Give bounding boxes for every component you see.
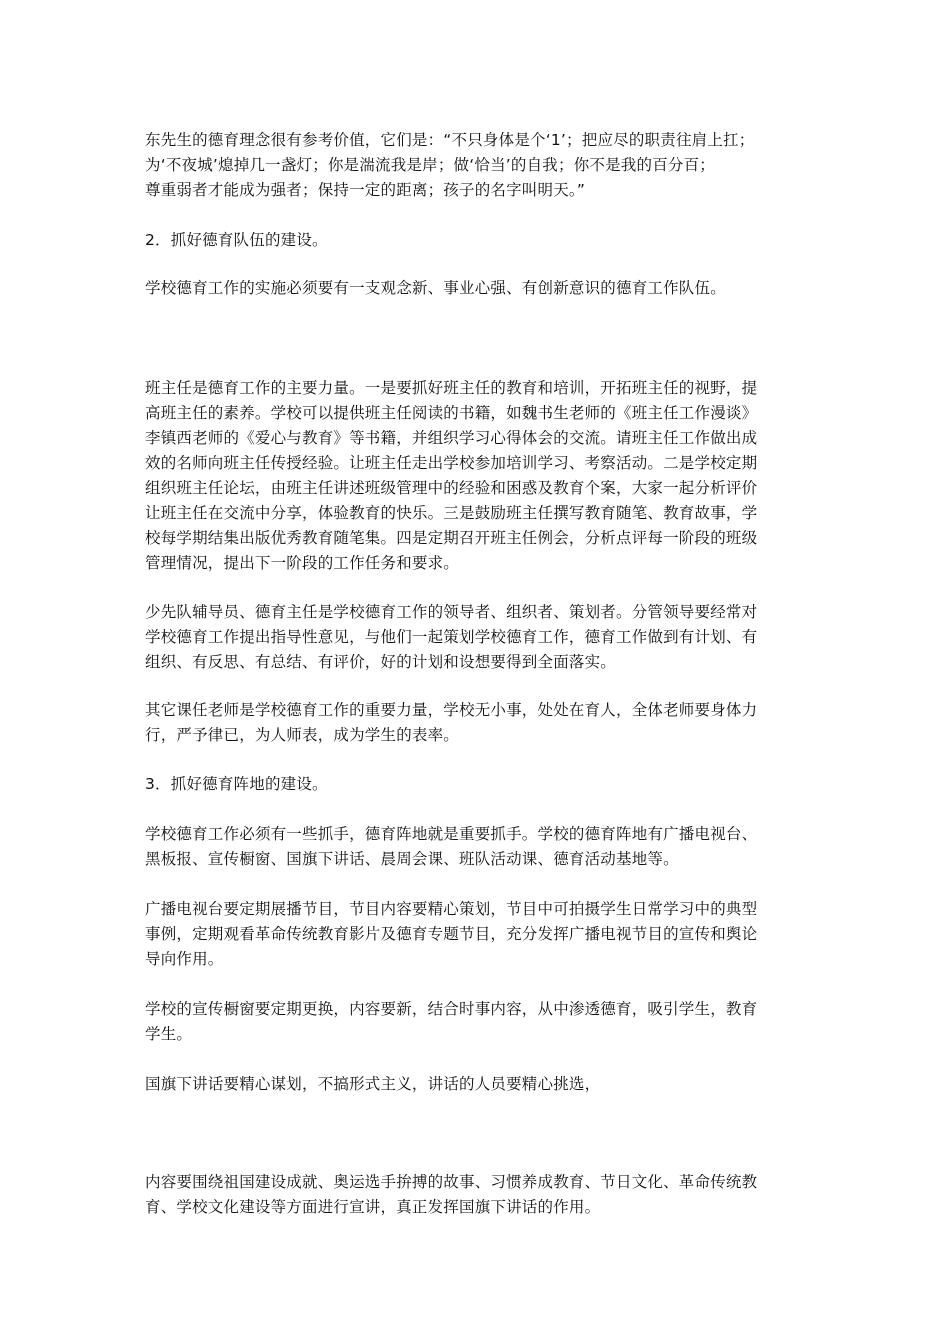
paragraph-class-teacher: 班主任是德育工作的主要力量。一是要抓好班主任的教育和培训，开拓班主任的视野，提 高班主任的素养。学校可以提供班主任阅读的书籍，如魏书生老师的《班主任工作漫谈》 李镇西老师的《爱心与教育》等书籍，并组织学习心得体会的交流。请班主任工作做出成 效的名师向班主任传授经验。让班主任走出学校参加培训学习、考察活动。二是学校定期 组织班主任论坛，由班主任讲述班级管理中的经验和困惑及教育个案，大家一起分析评价 让班主任在交流中分享，体验教育的快乐。三是鼓励班主任撰写教育随笔、教育故事，学 校每学期结集出版优秀教育随笔集。四是定期召开班主任例会，分析点评每一阶段的班级 管理情况，提出下一阶段的工作任务和要求。 <box>145 379 758 572</box>
heading-section-2: 2．抓好德育队伍的建设。 <box>145 231 328 249</box>
paragraph-broadcast-tv: 广播电视台要定期展播节目，节目内容要精心策划，节目中可拍摄学生日常学习中的典型 事例，定期观看革命传统教育影片及德育专题节目，充分发挥广播电视节目的宣传和舆论 导向作用。 <box>145 900 758 968</box>
paragraph-deyu-positions: 学校德育工作必须有一些抓手，德育阵地就是重要抓手。学校的德育阵地有广播电视台、 黑板报、宣传橱窗、国旗下讲话、晨周会课、班队活动课、德育活动基地等。 <box>145 825 758 868</box>
paragraph-flag-speech-content: 内容要围绕祖国建设成就、奥运选手拚搏的故事、习惯养成教育、节日文化、革命传统教 育、学校文化建设等方面进行宣讲，真正发挥国旗下讲话的作用。 <box>145 1173 758 1216</box>
heading-section-3: 3．抓好德育阵地的建设。 <box>145 775 328 793</box>
paragraph-flag-speech: 国旗下讲话要精心谋划，不搞形式主义，讲话的人员要精心挑选， <box>145 1075 601 1093</box>
paragraph-pioneer-counselor: 少先队辅导员、德育主任是学校德育工作的领导者、组织者、策划者。分管领导要经常对 学校德育工作提出指导性意见，与他们一起策划学校德育工作，德育工作做到有计划、有 组织、有反思、有总结、有评价，好的计划和设想要得到全面落实。 <box>145 603 758 671</box>
paragraph-other-teachers: 其它课任老师是学校德育工作的重要力量，学校无小事，处处在育人，全体老师要身体力 行，严予律已，为人师表，成为学生的表率。 <box>145 701 758 744</box>
paragraph-team-intro: 学校德育工作的实施必须要有一支观念新、事业心强、有创新意识的德育工作队伍。 <box>145 279 726 297</box>
paragraph-deyu-concepts: 东先生的德育理念很有参考价值，它们是：“不只身体是个‘1’；把应尽的职责往肩上扛； 为‘不夜城’熄掉几一盏灯；你是湍流我是岸；做‘恰当’的自我；你不是我的百分百； 尊重弱者才能成为强者；保持一定的距离；孩子的名字叫明天。” <box>145 131 755 199</box>
paragraph-showcase-window: 学校的宣传橱窗要定期更换，内容要新，结合时事内容，从中渗透德育，吸引学生，教育 学生。 <box>145 1000 758 1043</box>
